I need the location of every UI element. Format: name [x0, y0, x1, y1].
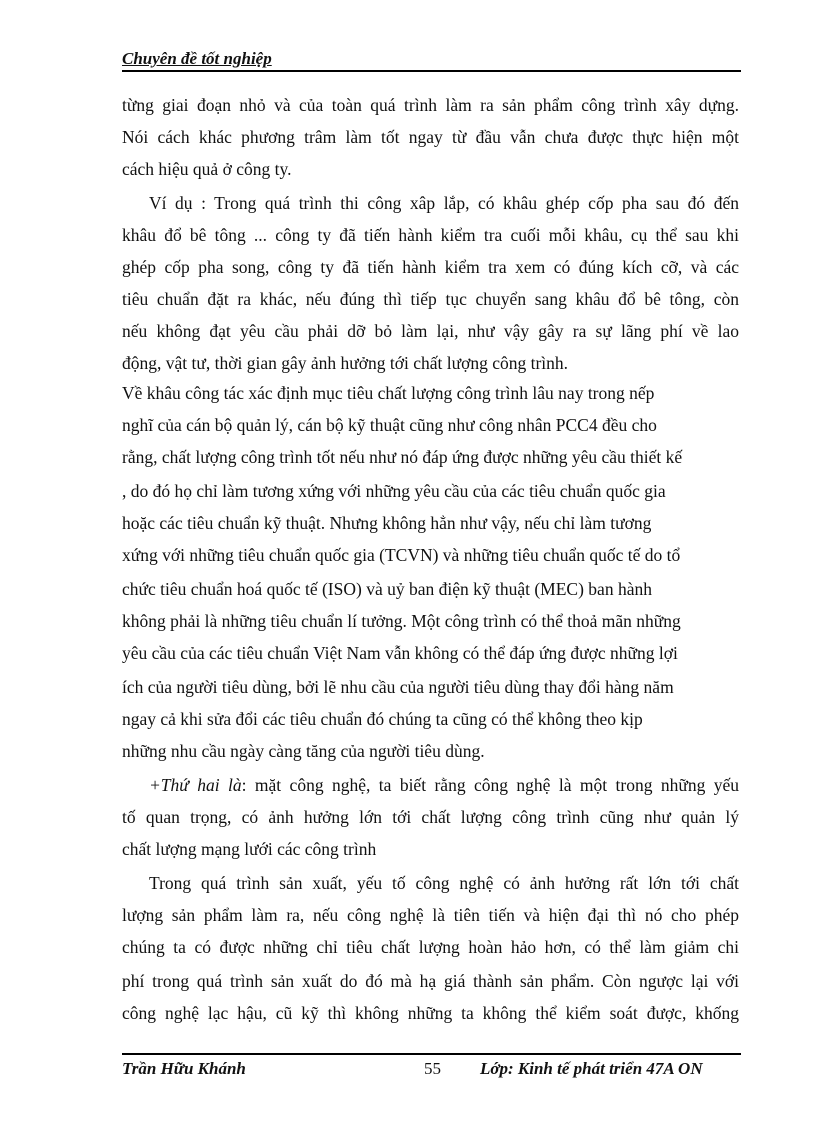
text-line: chức tiêu chuẩn hoá quốc tế (ISO) và uỷ ban điện kỹ thuật (MEC) ban hành: [122, 579, 652, 599]
text-line: động, vật tư, thời gian gây ảnh hưởng tới chất lượng công trình.: [122, 353, 569, 373]
footer-rule: [122, 1053, 741, 1055]
text-line: chúng ta có được những chỉ tiêu chất lượng hoàn hảo hơn, có thể làm giảm chi: [122, 937, 739, 957]
text-line: hoặc các tiêu chuẩn kỹ thuật. Nhưng không hẳn như vậy, nếu chỉ làm tương: [122, 513, 652, 533]
footer-class: Lớp: Kinh tế phát triển 47A ON: [480, 1059, 703, 1078]
text-line: ngay cả khi sửa đổi các tiêu chuẩn đó chúng ta cũng có thể không theo kịp: [122, 709, 643, 729]
text-line: tố quan trọng, có ảnh hưởng lớn tới chất lượng công trình cũng như quản lý: [122, 807, 739, 827]
second-point-rest: : mặt công nghệ, ta biết rằng công nghệ là một trong những yếu: [241, 775, 740, 795]
text-line: ghép cốp pha song, công ty đã tiến hành kiểm tra xem có đúng kích cỡ, và các: [122, 257, 739, 277]
text-line: phí trong quá trình sản xuất do đó mà hạ giá thành sản phẩm. Còn ngược lại với: [122, 971, 739, 991]
text-line: nghĩ của cán bộ quản lý, cán bộ kỹ thuật cũng như công nhân PCC4 đều cho: [122, 415, 657, 435]
text-line: rằng, chất lượng công trình tốt nếu như nó đáp ứng được những yêu cầu thiết kế: [122, 447, 683, 467]
footer-author: Trần Hữu Khánh: [122, 1059, 246, 1078]
text-line: lượng sản phẩm làm ra, nếu công nghệ là tiên tiến và hiện đại thì nó cho phép: [122, 905, 739, 925]
page-number: 55: [424, 1059, 441, 1078]
text-line: khâu đổ bê tông ... công ty đã tiến hành kiểm tra cuối mỗi khâu, cụ thể sau khi: [122, 225, 739, 245]
second-point-line: [149, 770, 739, 800]
text-line: không phải là những tiêu chuẩn lí tưởng. Một công trình có thể thoả mãn những: [122, 611, 681, 631]
header-title: Chuyên đề tốt nghiệp: [122, 49, 272, 68]
text-line: những nhu cầu ngày càng tăng của người tiêu dùng.: [122, 741, 485, 761]
text-line: công nghệ lạc hậu, cũ kỹ thì không những ta không thể kiểm soát được, khống: [122, 1003, 739, 1023]
text-line: ích của người tiêu dùng, bởi lẽ nhu cầu của người tiêu dùng thay đổi hàng năm: [122, 677, 674, 697]
text-line: xứng với những tiêu chuẩn quốc gia (TCVN) và những tiêu chuẩn quốc tế do tổ: [122, 545, 681, 565]
text-line: từng giai đoạn nhỏ và của toàn quá trình làm ra sản phẩm công trình xây dựng.: [122, 95, 739, 115]
page-header: [122, 48, 741, 72]
text-line: chất lượng mạng lưới các công trình: [122, 839, 377, 859]
text-line: Trong quá trình sản xuất, yếu tố công nghệ có ảnh hưởng rất lớn tới chất: [149, 873, 739, 893]
text-line: Về khâu công tác xác định mục tiêu chất lượng công trình lâu nay trong nếp: [122, 383, 655, 403]
text-line: , do đó họ chỉ làm tương xứng với những yêu cầu của các tiêu chuẩn quốc gia: [122, 481, 666, 501]
text-line: Ví dụ : Trong quá trình thi công xâp lắp, có khâu ghép cốp pha sau đó đến: [149, 193, 739, 213]
text-line: Nói cách khác phương trâm làm tốt ngay từ đầu vẫn chưa được thực hiện một: [122, 127, 739, 147]
text-line: yêu cầu của các tiêu chuẩn Việt Nam vẫn không có thể đáp ứng được những lợi: [122, 643, 678, 663]
text-line: tiêu chuẩn đặt ra khác, nếu đúng thì tiếp tục chuyển sang khâu đổ bê tông, còn: [122, 289, 739, 309]
text-line: nếu không đạt yêu cầu phải dỡ bỏ làm lại, như vậy gây ra sự lãng phí về lao: [122, 321, 739, 341]
text-line: cách hiệu quả ở công ty.: [122, 159, 292, 179]
second-point-lead: +Thứ hai là: [149, 775, 242, 795]
